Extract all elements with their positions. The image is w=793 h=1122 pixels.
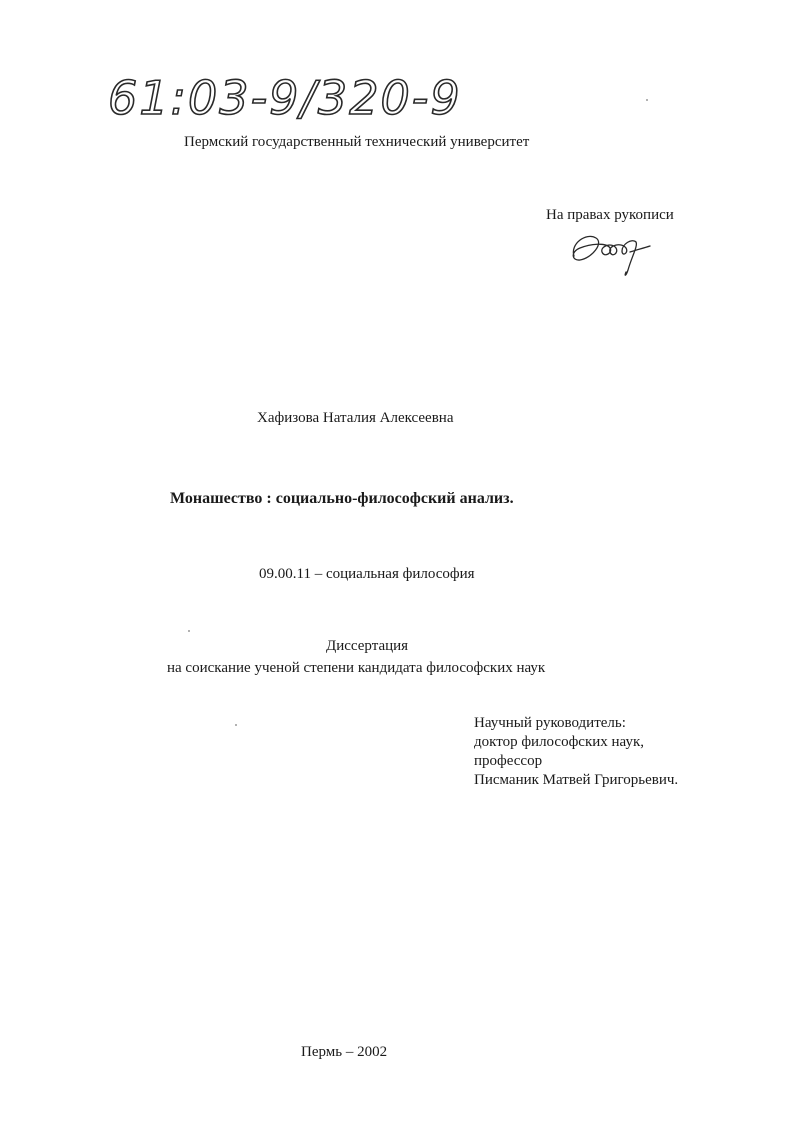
university-name: Пермский государственный технический университет (184, 134, 530, 150)
city-year: Пермь – 2002 (301, 1044, 388, 1060)
supervisor-block (474, 714, 678, 790)
scan-speck (235, 724, 237, 726)
degree-line: на соискание ученой степени кандидата философских наук (167, 660, 546, 676)
scan-speck (188, 630, 190, 632)
dissertation-title: Монашество : социально-философский анализ. (170, 490, 514, 507)
handwritten-catalog-number (108, 70, 478, 140)
supervisor-rank: профессор (474, 753, 543, 769)
scan-speck (646, 99, 648, 101)
specialty-code: 09.00.11 – социальная философия (259, 566, 475, 582)
document-type: Диссертация (326, 638, 409, 654)
supervisor-name: Писманик Матвей Григорьевич. (474, 772, 679, 788)
supervisor-label: Научный руководитель: (474, 715, 626, 731)
manuscript-note: На правах рукописи (546, 207, 674, 223)
author-name: Хафизова Наталия Алексеевна (257, 410, 454, 426)
catalog-number-text: 61:03-9/320-9 (108, 71, 462, 125)
signature-icon (566, 222, 656, 280)
supervisor-degree: доктор философских наук, (474, 734, 644, 750)
